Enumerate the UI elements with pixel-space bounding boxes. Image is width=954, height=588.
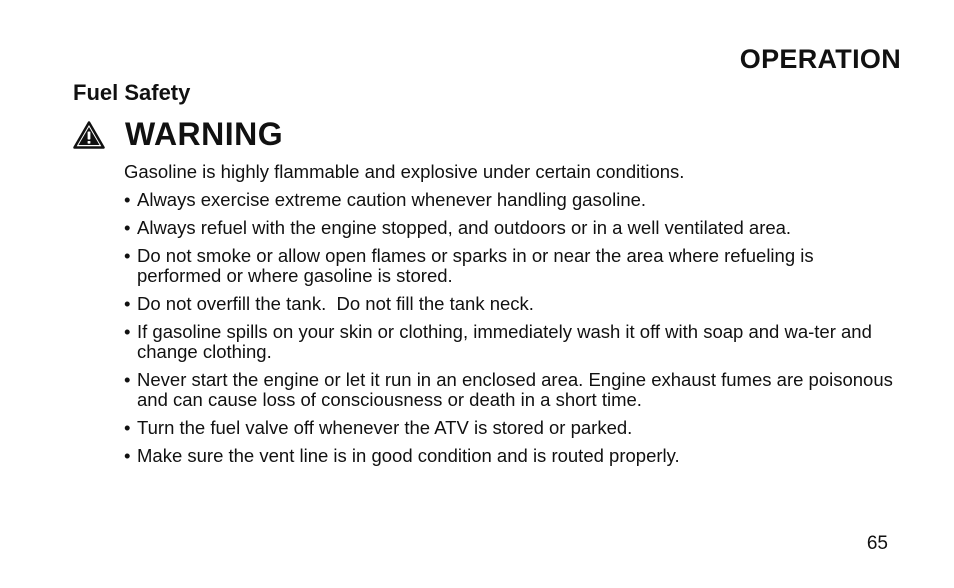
list-item [124,418,894,438]
list-item [124,322,894,362]
page-number: 65 [866,533,888,554]
list-item [124,370,894,410]
list-item-text: Turn the fuel valve off whenever the ATV is stored or parked. [137,417,633,438]
bullet-mark: • [124,189,131,210]
warning-title: WARNING [125,116,284,152]
warning-intro: Gasoline is highly flammable and explosive under certain conditions. [124,161,685,182]
bullet-mark: • [124,217,131,238]
list-item-text: Always exercise extreme caution whenever handling gasoline. [137,189,647,210]
list-item [124,218,894,238]
list-item-text: Make sure the vent line is in good condition and is routed properly. [137,445,680,466]
list-item [124,294,894,314]
warning-list [124,190,894,466]
section-header: OPERATION [739,44,901,74]
list-item-text: Always refuel with the engine stopped, and outdoors or in a well ventilated area. [137,217,792,238]
warning-heading [73,116,283,153]
bullet-mark: • [124,445,131,466]
list-item [124,246,894,286]
list-item [124,190,894,210]
warning-body [124,162,894,474]
bullet-mark: • [124,321,131,342]
list-item [124,446,894,466]
list-item-text: Never start the engine or let it run in an enclosed area. Engine exhaust fumes are poisonous and can cause loss of consciousness or death in a short time. [137,369,893,410]
warning-triangle-icon [73,121,105,149]
list-item-text: If gasoline spills on your skin or clothing, immediately wash it off with soap and wa-ter and change clothing. [137,321,872,362]
bullet-mark: • [124,293,131,314]
bullet-mark: • [124,369,131,390]
bullet-mark: • [124,417,131,438]
list-item-text: Do not overfill the tank. Do not fill the tank neck. [137,293,534,314]
subsection-title: Fuel Safety [73,80,191,105]
bullet-mark: • [124,245,131,266]
list-item-text: Do not smoke or allow open flames or sparks in or near the area where refueling is performed or where gasoline is stored. [137,245,814,286]
